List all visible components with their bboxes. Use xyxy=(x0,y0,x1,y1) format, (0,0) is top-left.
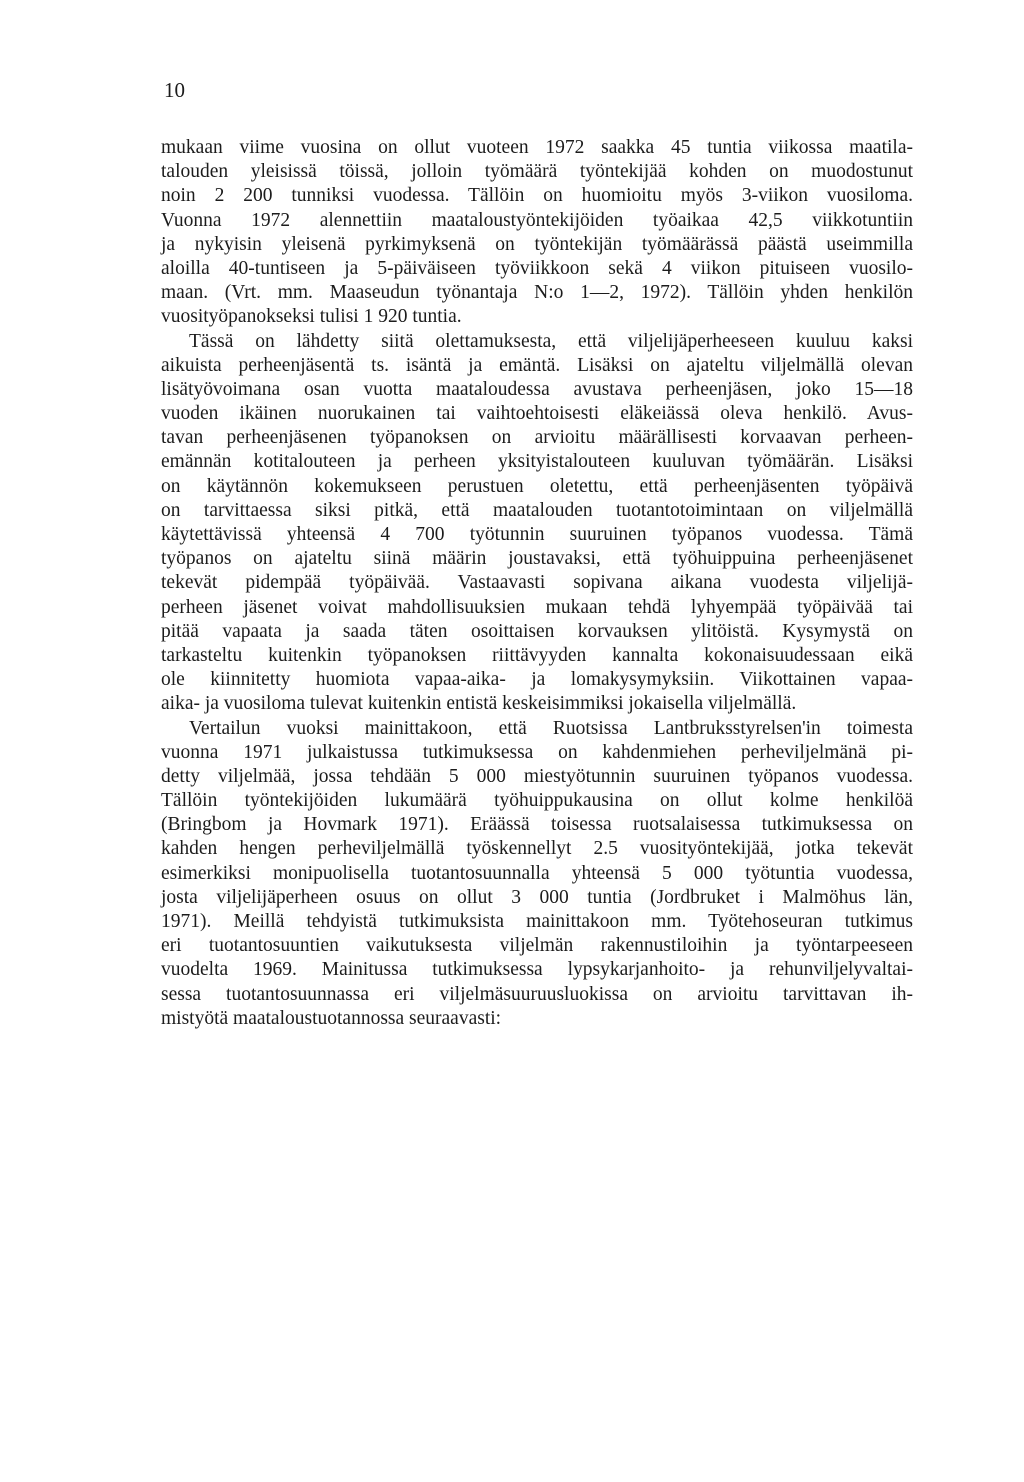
page-number: 10 xyxy=(164,78,185,102)
text-line: sessa tuotantosuunnassa eri viljelmäsuuruusluokissa on arvioitu tarvittavan ih- xyxy=(161,983,913,1005)
text-line: eri tuotantosuuntien vaikutuksesta viljelmän rakennustiloihin ja työntarpeeseen xyxy=(161,935,913,957)
text-line: vuonna 1971 julkaistussa tutkimuksessa on kahdenmiehen perheviljelmänä pi- xyxy=(161,741,913,763)
text-line: kahden hengen perheviljelmällä työskennellyt 2.5 vuosityöntekijää, jotka tekevät xyxy=(161,838,913,860)
text-line: vuoden ikäinen nuorukainen tai vaihtoehtoisesti eläkeiässä oleva henkilö. Avus- xyxy=(161,403,913,425)
text-line: ole kiinnitetty huomiota vapaa-aika- ja lomakysymyksiin. Viikottainen vapaa- xyxy=(161,669,913,691)
paragraph xyxy=(161,330,913,717)
text-line: tarkasteltu kuitenkin työpanoksen riittävyyden kannalta kokonaisuudessaan eikä xyxy=(161,644,913,666)
text-line: 1971). Meillä tehdyistä tutkimuksista mainittakoon mm. Työtehoseuran tutkimus xyxy=(161,911,913,932)
text-line: mistyötä maataloustuotannossa seuraavasti: xyxy=(161,1007,502,1029)
text-line: lisätyövoimana osan vuotta maataloudessa avustava perheenjäsen, joko 15—18 xyxy=(161,378,913,400)
text-line: Vuonna 1972 alennettiin maataloustyöntekijöiden työaikaa 42,5 viikkotuntiin xyxy=(161,209,913,231)
text-line: ja nykyisin yleisenä pyrkimyksenä on työntekijän työmäärässä päästä useimmilla xyxy=(161,233,913,255)
text-line: Tällöin työntekijöiden lukumäärä työhuippukausina on ollut kolme henkilöä xyxy=(161,790,913,812)
text-line: on tarvittaessa siksi pitkä, että maatalouden tuotantotoimintaan on viljelmällä xyxy=(161,499,913,521)
text-line: käytettävissä yhteensä 4 700 työtunnin suuruinen työpanos vuodessa. Tämä xyxy=(161,524,913,545)
text-line: on käytännön kokemukseen perustuen oletettu, että perheenjäsenten työpäivä xyxy=(161,475,913,497)
text-line: perheen jäsenet voivat mahdollisuuksien mukaan tehdä lyhyempää työpäivää tai xyxy=(161,596,913,618)
text-line: aika- ja vuosiloma tulevat kuitenkin entistä keskeisimmiksi jokaisella viljelmällä. xyxy=(161,693,797,715)
text-line: (Bringbom ja Hovmark 1971). Eräässä toisessa ruotsalaisessa tutkimuksessa on xyxy=(161,814,913,836)
text-line: vuodelta 1969. Mainitussa tutkimuksessa lypsykarjanhoito- ja rehunviljelyvaltai- xyxy=(161,959,913,981)
text-line: aikuista perheenjäsentä ts. isäntä ja emäntä. Lisäksi on ajateltu viljelmällä olevan xyxy=(161,354,913,376)
text-line: esimerkiksi monipuolisella tuotantosuunnalla yhteensä 5 000 työtuntia vuodessa, xyxy=(161,862,913,884)
text-line: pitää vapaata ja saada täten osoittaisen korvauksen ylitöistä. Kysymystä on xyxy=(161,620,913,642)
text-line: detty viljelmää, jossa tehdään 5 000 miestyötunnin suuruinen työpanos vuodessa. xyxy=(161,765,913,787)
text-line: Vertailun vuoksi mainittakoon, että Ruotsissa Lantbruksstyrelsen'in toimesta xyxy=(189,717,913,739)
body-text xyxy=(161,136,913,1031)
text-line: tekevät pidempää työpäivää. Vastaavasti sopivana aikana vuodesta viljelijä- xyxy=(161,572,913,594)
text-line: mukaan viime vuosina on ollut vuoteen 1972 saakka 45 tuntia viikossa maatila- xyxy=(161,137,913,158)
text-line: emännän kotitalouteen ja perheen yksityistalouteen kuuluvan työmäärän. Lisäksi xyxy=(161,451,913,473)
text-line: tavan perheenjäsenen työpanoksen on arvioitu määrällisesti korvaavan perheen- xyxy=(161,427,913,449)
text-line: josta viljelijäperheen osuus on ollut 3 000 tuntia (Jordbruket i Malmöhus län, xyxy=(161,886,913,908)
text-line: aloilla 40-tuntiseen ja 5-päiväiseen työviikkoon sekä 4 viikon pituiseen vuosilo- xyxy=(161,257,913,279)
text-line: vuosityöpanokseksi tulisi 1 920 tuntia. xyxy=(161,306,462,328)
paragraph xyxy=(161,717,913,1031)
text-line: Tässä on lähdetty siitä olettamuksesta, että viljelijäperheeseen kuuluu kaksi xyxy=(189,330,913,352)
text-line: työpanos on ajateltu siinä määrin joustavaksi, että työhuippuina perheenjäsenet xyxy=(161,548,913,570)
text-line: talouden yleisissä töissä, jolloin työmäärä työntekijää kohden on muodostunut xyxy=(161,161,913,183)
text-line: noin 2 200 tunniksi vuodessa. Tällöin on huomioitu myös 3-viikon vuosiloma. xyxy=(161,185,913,207)
text-line: maan. (Vrt. mm. Maaseudun työnantaja N:o 1—2, 1972). Tällöin yhden henkilön xyxy=(161,282,913,304)
paragraph xyxy=(161,136,913,330)
